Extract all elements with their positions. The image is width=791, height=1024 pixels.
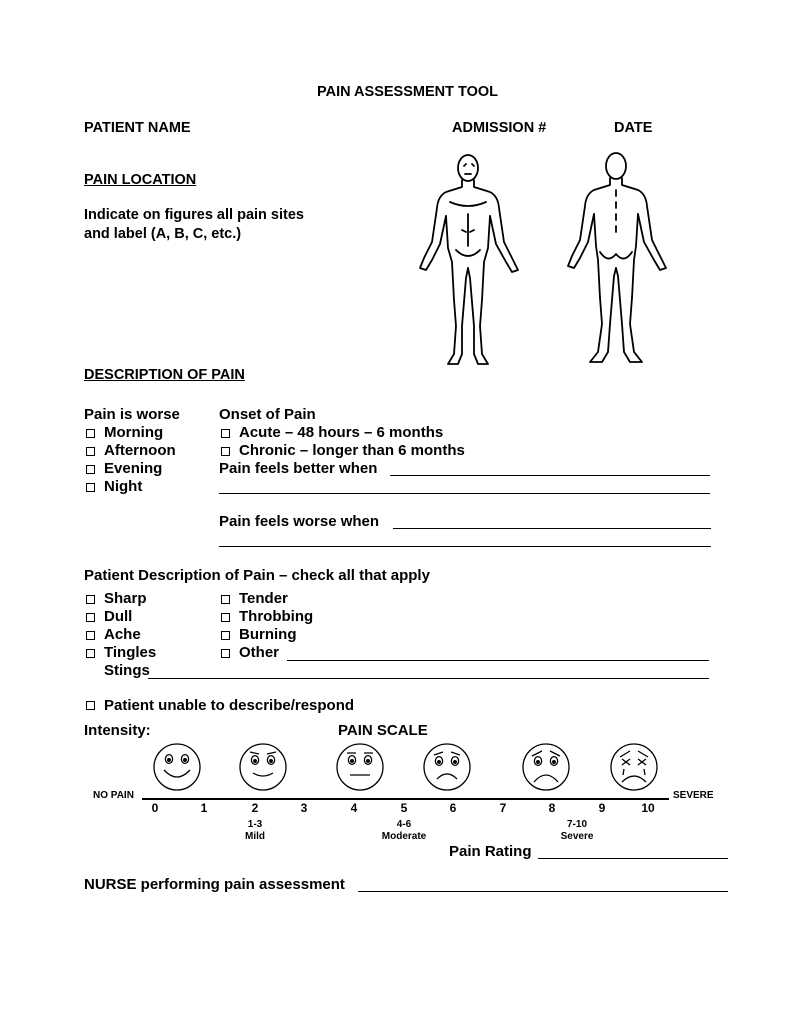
group-moderate bbox=[382, 819, 426, 843]
checkbox[interactable] bbox=[86, 429, 95, 438]
worse-option-morning[interactable]: Morning bbox=[84, 424, 176, 442]
checkbox[interactable] bbox=[86, 649, 95, 658]
checkbox[interactable] bbox=[221, 595, 230, 604]
nurse-field[interactable] bbox=[358, 891, 728, 892]
face-moderate-severe-icon bbox=[422, 742, 472, 792]
group-mild-label: Mild bbox=[245, 831, 265, 842]
group-severe-label: Severe bbox=[560, 831, 594, 842]
unable-to-respond-option[interactable]: Patient unable to describe/respond bbox=[84, 697, 354, 714]
worse-option-night[interactable]: Night bbox=[84, 478, 176, 496]
date-label: DATE bbox=[614, 120, 653, 136]
checkbox[interactable] bbox=[221, 429, 230, 438]
face-mild-icon bbox=[238, 742, 288, 792]
desc-option-other[interactable]: Other bbox=[219, 644, 313, 662]
checkbox[interactable] bbox=[221, 649, 230, 658]
admission-label: ADMISSION # bbox=[452, 120, 547, 136]
intensity-label: Intensity: bbox=[84, 722, 151, 739]
desc-option-throbbing[interactable]: Throbbing bbox=[219, 608, 313, 626]
scale-number-6[interactable]: 6 bbox=[449, 801, 457, 815]
pain-scale-line bbox=[142, 798, 669, 800]
worse-when-label: Pain feels worse when bbox=[219, 513, 380, 530]
pain-rating-label: Pain Rating bbox=[449, 843, 532, 860]
group-moderate-range: 4-6 bbox=[396, 819, 412, 830]
onset-option-chronic[interactable]: Chronic – longer than 6 months bbox=[219, 442, 465, 460]
scale-number-0[interactable]: 0 bbox=[151, 801, 159, 815]
checkbox[interactable] bbox=[86, 613, 95, 622]
group-moderate-label: Moderate bbox=[381, 831, 427, 842]
face-no-pain-icon bbox=[152, 742, 202, 792]
group-mild bbox=[245, 819, 265, 843]
desc-option-dull[interactable]: Dull bbox=[84, 608, 156, 626]
patient-description-heading: Patient Description of Pain – check all that apply bbox=[84, 567, 430, 584]
body-front-figure[interactable] bbox=[410, 150, 530, 370]
pain-worse-heading: Pain is worse bbox=[84, 406, 180, 423]
location-instruction-2: and label (A, B, C, etc.) bbox=[84, 226, 242, 242]
scale-number-5[interactable]: 5 bbox=[400, 801, 408, 815]
pain-scale-heading: PAIN SCALE bbox=[338, 722, 428, 739]
pain-worse-options bbox=[84, 424, 176, 496]
body-back-figure[interactable] bbox=[556, 148, 676, 368]
desc-option-tender[interactable]: Tender bbox=[219, 590, 313, 608]
scale-number-8[interactable]: 8 bbox=[548, 801, 556, 815]
worse-option-evening[interactable]: Evening bbox=[84, 460, 176, 478]
pain-location-heading: PAIN LOCATION bbox=[84, 172, 197, 188]
checkbox[interactable] bbox=[86, 595, 95, 604]
checkbox[interactable] bbox=[86, 483, 95, 492]
desc-option-burning[interactable]: Burning bbox=[219, 626, 313, 644]
scale-number-3[interactable]: 3 bbox=[300, 801, 308, 815]
desc-option-tingles[interactable]: Tingles bbox=[84, 644, 156, 662]
scale-number-2[interactable]: 2 bbox=[251, 801, 259, 815]
better-when-label: Pain feels better when bbox=[219, 460, 378, 477]
patient-name-label: PATIENT NAME bbox=[84, 120, 191, 136]
scale-number-10[interactable]: 10 bbox=[641, 801, 655, 815]
checkbox[interactable] bbox=[221, 613, 230, 622]
group-mild-range: 1-3 bbox=[247, 819, 263, 830]
worse-when-field-1[interactable] bbox=[393, 528, 711, 529]
description-col-1 bbox=[84, 590, 156, 680]
onset-heading: Onset of Pain bbox=[219, 406, 316, 423]
checkbox[interactable] bbox=[86, 465, 95, 474]
pain-rating-field[interactable] bbox=[538, 858, 728, 859]
description-heading: DESCRIPTION OF PAIN bbox=[84, 367, 245, 383]
scale-number-7[interactable]: 7 bbox=[499, 801, 507, 815]
checkbox[interactable] bbox=[86, 631, 95, 640]
desc-option-stings[interactable]: Stings bbox=[104, 662, 150, 679]
onset-option-acute[interactable]: Acute – 48 hours – 6 months bbox=[219, 424, 465, 442]
checkbox[interactable] bbox=[221, 447, 230, 456]
worse-when-field-2[interactable] bbox=[219, 546, 711, 547]
desc-option-ache[interactable]: Ache bbox=[84, 626, 156, 644]
face-severe-icon bbox=[521, 742, 571, 792]
no-pain-label: NO PAIN bbox=[93, 790, 134, 801]
desc-option-sharp[interactable]: Sharp bbox=[84, 590, 156, 608]
stings-field[interactable] bbox=[148, 678, 709, 679]
nurse-label: NURSE performing pain assessment bbox=[84, 876, 345, 893]
checkbox[interactable] bbox=[86, 701, 95, 710]
location-instruction-1: Indicate on figures all pain sites bbox=[84, 207, 304, 223]
description-col-2 bbox=[219, 590, 313, 662]
checkbox[interactable] bbox=[86, 447, 95, 456]
better-when-field-1[interactable] bbox=[390, 475, 710, 476]
scale-number-9[interactable]: 9 bbox=[598, 801, 606, 815]
page-title: PAIN ASSESSMENT TOOL bbox=[317, 84, 499, 100]
face-worst-pain-icon bbox=[609, 742, 659, 792]
scale-number-1[interactable]: 1 bbox=[200, 801, 208, 815]
checkbox[interactable] bbox=[221, 631, 230, 640]
scale-number-4[interactable]: 4 bbox=[350, 801, 358, 815]
group-severe bbox=[561, 819, 594, 843]
better-when-field-2[interactable] bbox=[219, 493, 710, 494]
severe-label: SEVERE bbox=[673, 790, 714, 801]
other-field[interactable] bbox=[287, 660, 709, 661]
face-moderate-icon bbox=[335, 742, 385, 792]
group-severe-range: 7-10 bbox=[566, 819, 587, 830]
onset-options bbox=[219, 424, 465, 460]
worse-option-afternoon[interactable]: Afternoon bbox=[84, 442, 176, 460]
